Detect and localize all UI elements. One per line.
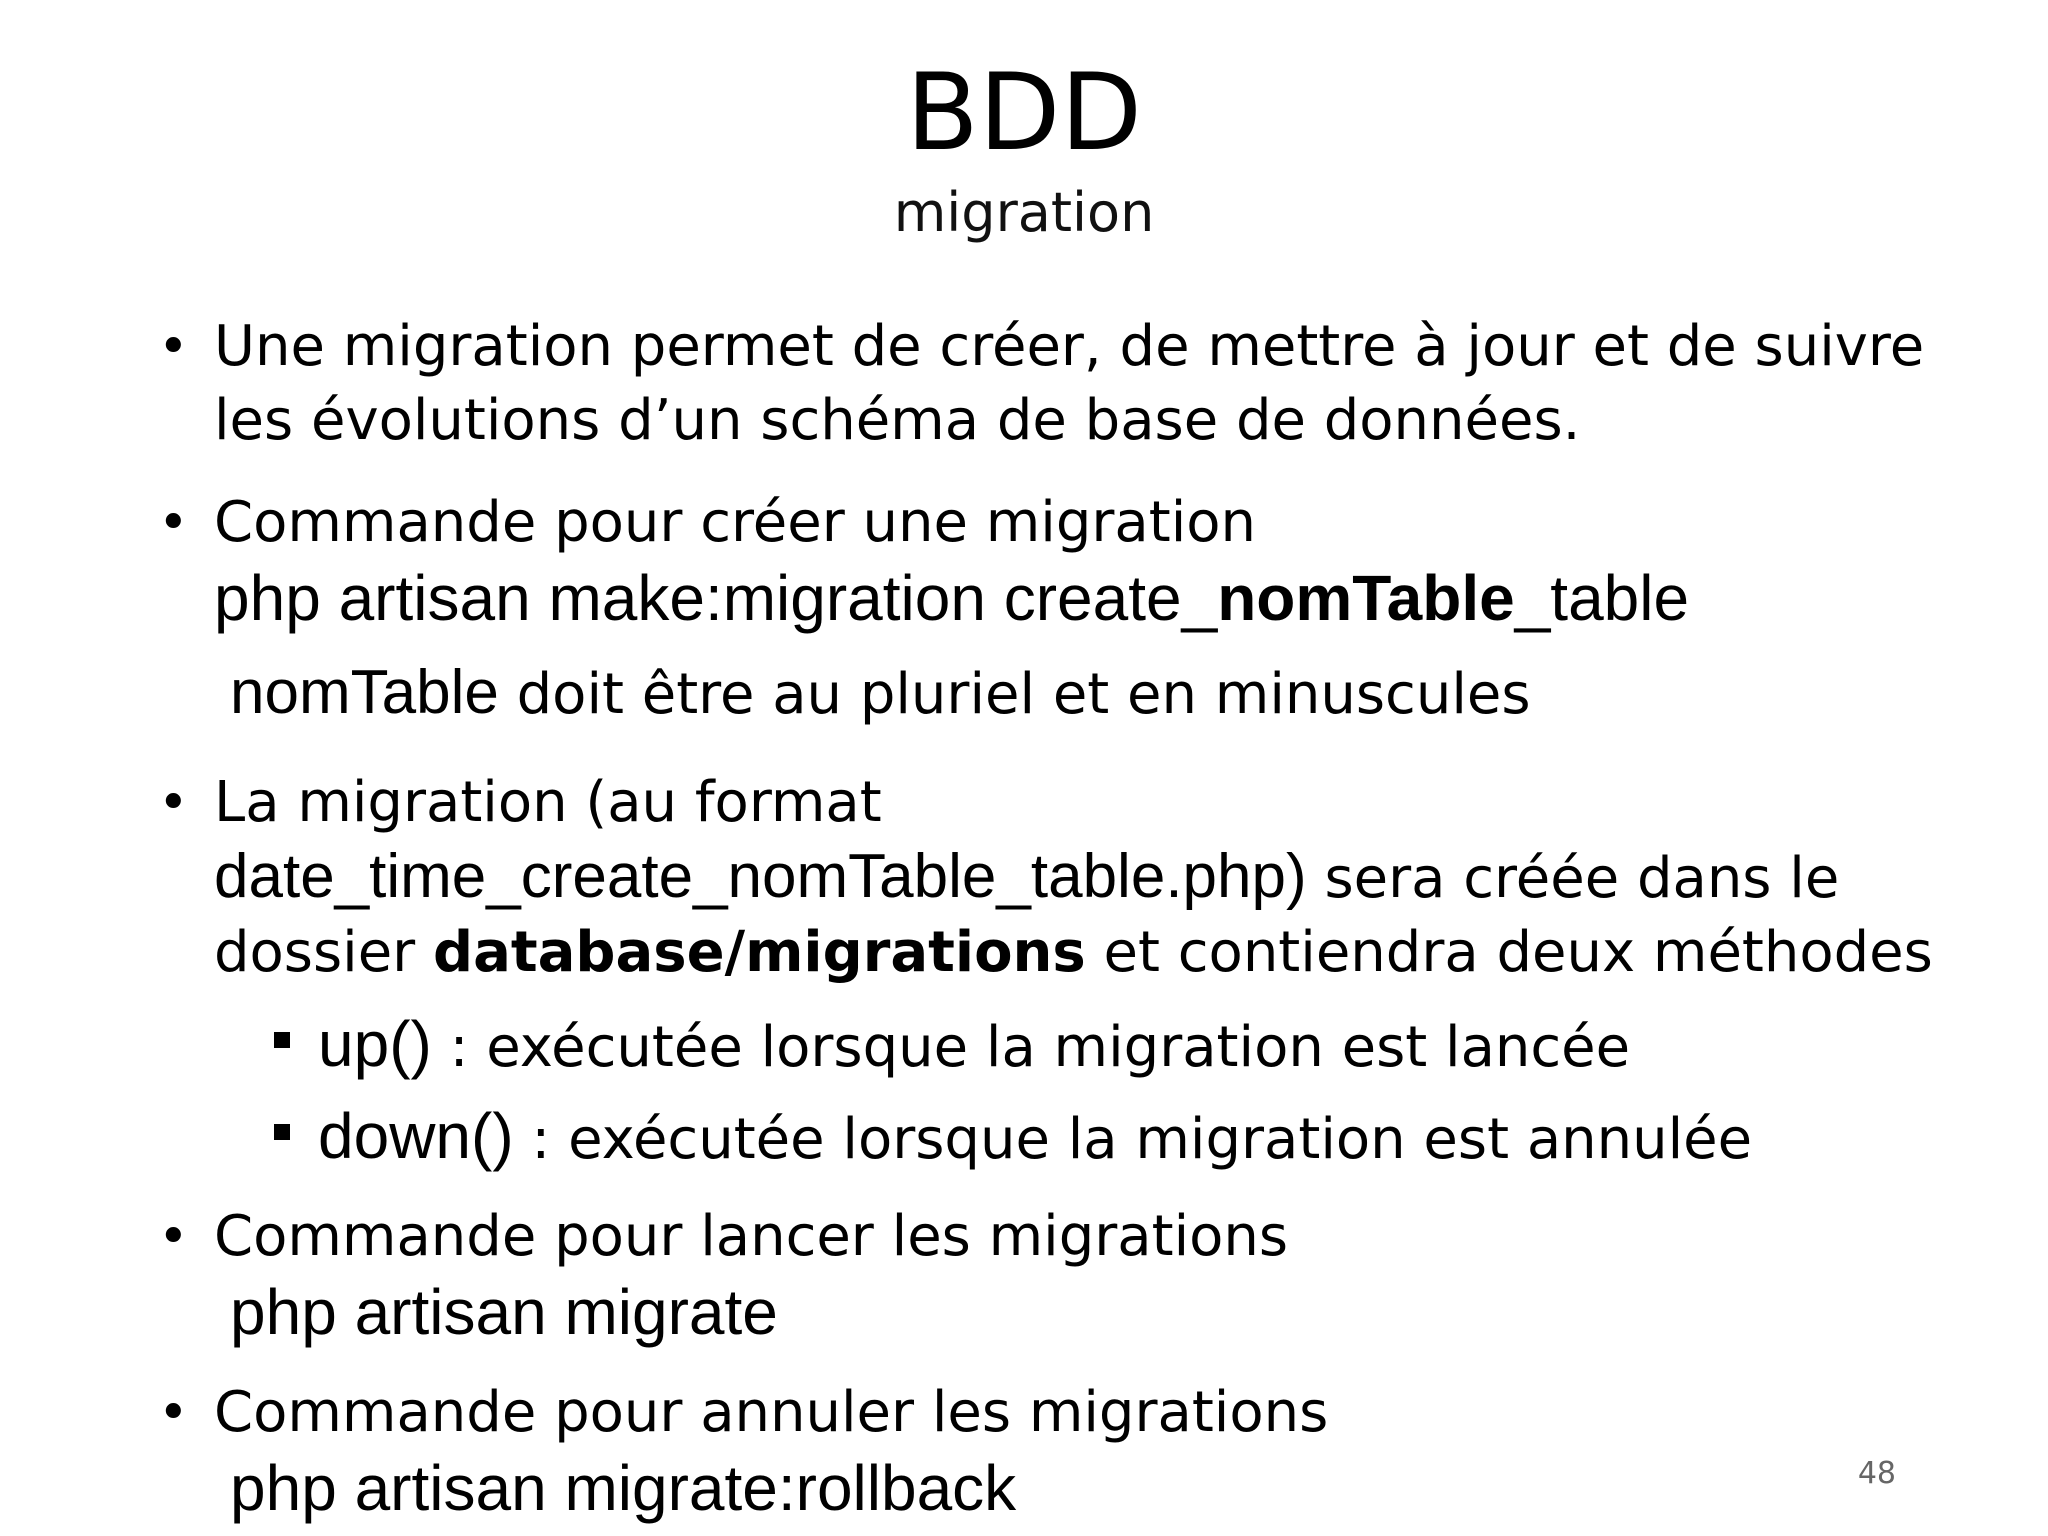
bullet-dot-icon: • — [158, 317, 189, 377]
slide-title: BDD — [906, 51, 1142, 174]
bullet-text: La migration (au format — [214, 770, 882, 835]
method-list — [318, 1000, 1918, 1184]
command-suffix: _table — [1514, 562, 1690, 634]
bullet-create-migration — [158, 486, 1954, 732]
page-number: 48 — [1857, 1456, 1896, 1491]
migrations-folder: database/migrations — [433, 920, 1086, 985]
method-name: down() — [318, 1100, 514, 1172]
method-name: up() — [318, 1008, 432, 1080]
bullet-text: et contiendra deux méthodes — [1085, 920, 1933, 985]
command-table-name: nomTable — [1217, 562, 1515, 634]
bullet-run-migrations — [158, 1200, 1954, 1350]
method-description: : exécutée lorsque la migration est annulée — [513, 1107, 1753, 1172]
square-bullet-icon — [274, 1124, 290, 1140]
bullet-text-file — [214, 840, 1954, 916]
slide-subtitle: migration — [893, 181, 1155, 244]
command-prefix: php artisan make:migration create_ — [214, 562, 1218, 634]
bullet-text: Commande pour créer une migration — [214, 490, 1257, 555]
bullet-dot-icon: • — [158, 493, 189, 553]
command-rollback: php artisan migrate:rollback — [230, 1452, 1017, 1524]
bullet-dot-icon: • — [158, 773, 189, 833]
table-name-term: nomTable — [230, 658, 499, 727]
bullet-text: sera créée dans le — [1306, 846, 1840, 911]
method-description: : exécutée lorsque la migration est lancée — [431, 1015, 1631, 1080]
bullet-text: Commande pour lancer les migrations — [214, 1204, 1289, 1269]
command-migrate: php artisan migrate — [230, 1276, 778, 1348]
bullet-dot-icon: • — [158, 1383, 189, 1443]
bullet-text: les évolutions d’un schéma de base de données. — [214, 388, 1581, 453]
bullet-text: Commande pour annuler les migrations — [214, 1380, 1329, 1445]
bullet-text: dossier — [214, 920, 433, 985]
bullet-migration-definition — [158, 310, 1954, 458]
table-name-note-text: doit être au pluriel et en minuscules — [498, 662, 1531, 727]
square-bullet-icon — [274, 1032, 290, 1048]
bullet-text-folder — [214, 916, 1954, 990]
migration-filename: date_time_create_nomTable_table.php) — [214, 842, 1307, 911]
method-down — [318, 1092, 1918, 1184]
method-up — [318, 1000, 1918, 1092]
bullet-rollback-migrations — [158, 1376, 1954, 1526]
bullet-migration-file — [158, 766, 1954, 990]
bullet-dot-icon: • — [158, 1207, 189, 1267]
bullet-text: Une migration permet de créer, de mettre à jour et de suivre — [214, 314, 1925, 379]
command-make-migration — [214, 560, 1954, 636]
table-name-note — [214, 656, 1954, 732]
